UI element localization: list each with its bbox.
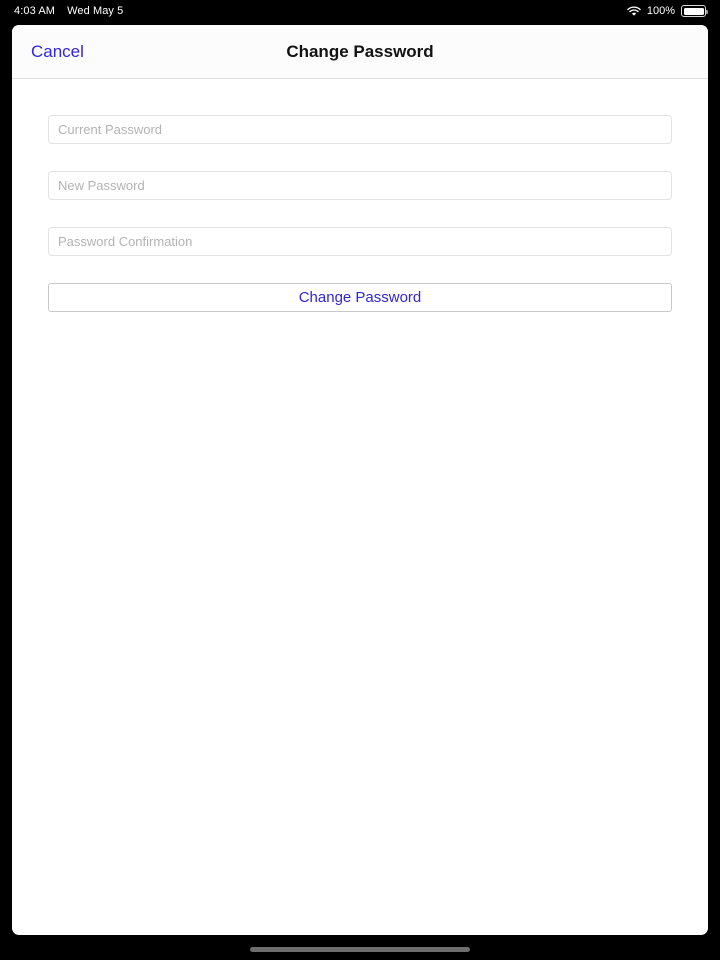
new-password-field[interactable]: [48, 171, 672, 200]
status-bar-right: [627, 5, 706, 17]
status-bar-left: [14, 5, 123, 17]
change-password-submit-button[interactable]: Change Password: [48, 283, 672, 312]
home-indicator: [250, 947, 470, 952]
status-bar: [0, 0, 720, 22]
new-password-input[interactable]: [58, 178, 662, 193]
battery-fill: [684, 8, 704, 15]
status-time: 4:03 AM: [14, 5, 56, 17]
status-date: Wed May 5: [67, 5, 124, 17]
app-window: [12, 25, 708, 935]
page-title: Change Password: [286, 41, 434, 61]
password-confirmation-field[interactable]: [48, 227, 672, 256]
password-confirmation-input[interactable]: [58, 234, 662, 249]
cancel-button[interactable]: Cancel: [31, 41, 84, 61]
navigation-bar: [12, 25, 708, 79]
battery-icon: [681, 5, 706, 17]
battery-percent-label: 100%: [646, 5, 675, 17]
wifi-icon: [627, 6, 641, 17]
current-password-input[interactable]: [58, 122, 662, 137]
current-password-field[interactable]: [48, 115, 672, 144]
change-password-form: [12, 79, 708, 312]
